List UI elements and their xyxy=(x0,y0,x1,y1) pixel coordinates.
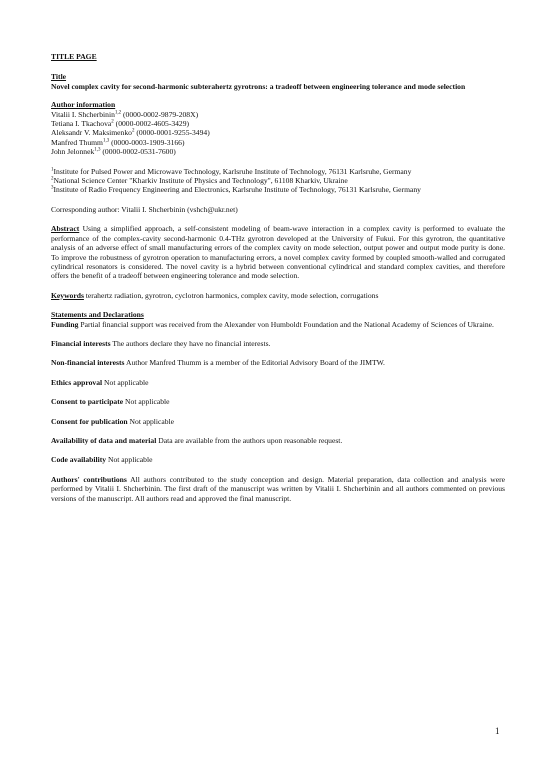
author-name: John Jelonnek xyxy=(51,147,95,157)
abstract-text: Using a simplified approach, a self-consistent modeling of beam-wave interaction in a complex cavity is performed to evaluate the performance of the complex-cavity second-harmonic 0.4-THz gyrotron developed at the University of Fukui. For this gyrotron, the quantitative analysis of an adverse effect of small manufacturing errors of the complex cavity on mode selection, output power and output mode purity is done. To improve the robustness of gyrotron operation to manufacturing errors, a novel complex cavity formed by coupled smooth-walled and corrugated cylindrical resonators is considered. The novel cavity is a hybrid between conventional cylindrical and standard complex cavities, and therefore offers the benefit of a tradeoff between engineering tolerance and mode selection. xyxy=(51,224,505,281)
statement-text: Data are available from the authors upon reasonable request. xyxy=(156,435,343,445)
statement-label: Non-financial interests xyxy=(51,358,125,368)
statement-code-availability xyxy=(51,455,505,464)
author-orcid: (0000-0002-4605-3429) xyxy=(113,119,190,129)
keywords-text: terahertz radiation, gyrotron, cyclotron harmonics, complex cavity, mode selection, corrugations xyxy=(83,290,379,300)
author-line xyxy=(51,119,505,128)
title-label: Title xyxy=(51,72,67,82)
author-section xyxy=(51,100,505,156)
author-affiliation-marker: 1,3 xyxy=(94,147,101,153)
statement-author-contributions xyxy=(51,475,505,503)
author-affiliation-marker: 2 xyxy=(111,119,114,125)
statements-section xyxy=(51,310,505,503)
statement-financial-interests xyxy=(51,339,505,348)
author-line xyxy=(51,110,505,119)
paper-title: Novel complex cavity for second-harmonic subterahertz gyrotrons: a tradeoff between engineering tolerance and mode selection xyxy=(51,81,466,91)
statement-funding xyxy=(51,320,505,329)
author-orcid: (0000-0002-0531-7600) xyxy=(100,147,176,157)
affiliation-line xyxy=(51,167,505,176)
statement-text: Not applicable xyxy=(102,377,149,387)
author-affiliation-marker: 1,3 xyxy=(102,138,110,144)
statement-label: Financial interests xyxy=(51,338,111,348)
affiliation-text: Institute for Pulsed Power and Microwave Technology, Karlsruhe Institute of Technology, 76131 Karlsruhe, Germany xyxy=(53,166,412,176)
statement-text: Not applicable xyxy=(106,455,153,465)
statement-label: Authors' contributions xyxy=(51,474,127,484)
corresponding-author: Corresponding author: Vitalii I. Shcherbinin (vshch@ukr.net) xyxy=(51,204,238,214)
abstract-label: Abstract xyxy=(51,224,80,234)
statement-text: All authors contributed to the study conception and design. Material preparation, data collection and analysis were performed by Vitalii I. Shcherbinin. The first draft of the manuscript was written by Vitalii I. Shcherbinin and all authors commented on previous versions of the manuscript. All authors read and approved the final manuscript. xyxy=(51,474,505,503)
keywords-paragraph xyxy=(51,291,505,300)
author-orcid: (0000-0001-9255-3494) xyxy=(134,128,210,138)
statement-ethics-approval xyxy=(51,378,505,387)
affiliation-marker: 1 xyxy=(51,167,54,173)
statement-non-financial-interests xyxy=(51,358,505,367)
statement-text: The authors declare they have no financial interests. xyxy=(110,338,271,348)
author-label: Author information xyxy=(51,100,116,110)
title-section xyxy=(51,72,505,91)
author-name: Tetiana I. Tkachova xyxy=(51,119,112,129)
statement-label: Availability of data and material xyxy=(51,435,157,445)
statement-data-availability xyxy=(51,436,505,445)
author-affiliation-marker: 1,2 xyxy=(114,110,122,116)
statement-consent-participate xyxy=(51,397,505,406)
statement-label: Ethics approval xyxy=(51,377,103,387)
statement-text: Partial financial support was received from the Alexander von Humboldt Foundation and the National Academy of Sciences of Ukraine. xyxy=(78,319,494,329)
abstract-paragraph xyxy=(51,224,505,280)
author-name: Manfred Thumm xyxy=(51,137,103,147)
author-affiliation-marker: 2 xyxy=(131,128,135,134)
author-orcid: (0000-0003-1909-3166) xyxy=(109,137,185,147)
author-line xyxy=(51,147,505,156)
statement-label: Funding xyxy=(51,319,79,329)
statement-text: Not applicable xyxy=(127,416,175,426)
page-number: 1 xyxy=(495,726,500,736)
author-line xyxy=(51,128,505,137)
affiliation-line xyxy=(51,176,505,185)
statements-heading: Statements and Declarations xyxy=(51,310,144,320)
statement-text: Not applicable xyxy=(123,397,170,407)
affiliation-marker: 2 xyxy=(51,176,54,182)
affiliation-marker: 3 xyxy=(51,185,54,191)
author-name: Aleksandr V. Maksimenko xyxy=(51,128,132,138)
statement-text: Author Manfred Thumm is a member of the Editorial Advisory Board of the JIMTW. xyxy=(124,358,385,368)
affiliation-text: National Science Center "Kharkiv Institute of Physics and Technology", 61108 Kharkiv, Ukraine xyxy=(53,176,348,186)
statement-label: Code availability xyxy=(51,455,107,465)
affiliation-line xyxy=(51,185,505,194)
affiliation-text: Institute of Radio Frequency Engineering and Electronics, Karlsruhe Institute of Technology, 76131 Karlsruhe, Germany xyxy=(53,185,421,195)
statement-label: Consent to participate xyxy=(51,397,124,407)
page-heading: TITLE PAGE xyxy=(51,52,97,61)
statement-label: Consent for publication xyxy=(51,416,128,426)
author-name: Vitalii I. Shcherbinin xyxy=(51,109,115,119)
keywords-label: Keywords xyxy=(51,290,84,300)
author-line xyxy=(51,138,505,147)
document-page xyxy=(51,52,505,503)
statement-consent-publication xyxy=(51,417,505,426)
author-orcid: (0000-0002-9879-208X) xyxy=(121,109,199,119)
affiliations xyxy=(51,167,505,195)
